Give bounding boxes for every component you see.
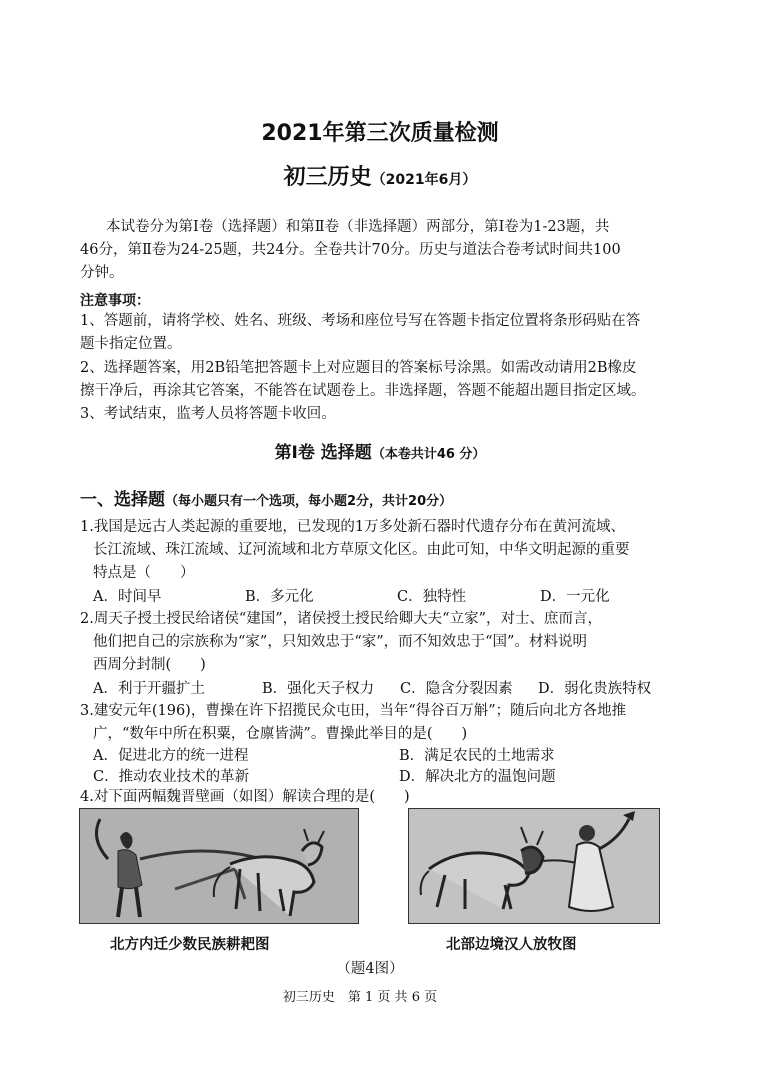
caption-left: 北方内迁少数民族耕耙图 — [110, 937, 270, 953]
intro-line-2: 46分，第Ⅱ卷为24-25题，共24分。全卷共计70分。历史与道法合卷考试时间共100 — [80, 242, 621, 258]
caption-right: 北部边境汉人放牧图 — [446, 937, 577, 953]
exam-date: （2021年6月） — [371, 172, 477, 188]
exam-title: 2021年第三次质量检测 — [261, 121, 499, 146]
note-line: 1、答题前，请将学校、姓名、班级、考场和座位号写在答题卡指定位置将条形码贴在答 — [80, 313, 641, 329]
note-line: 题卡指定位置。 — [80, 336, 182, 352]
mural-left-image — [79, 808, 359, 924]
q3-option-b: B．满足农民的土地需求 — [399, 748, 555, 764]
q1-line: 特点是（ ） — [93, 565, 195, 581]
mural-right-image — [408, 808, 660, 924]
q1-option-a: A．时间早 — [93, 589, 162, 605]
q3-option-c: C．推动农业技术的革新 — [93, 769, 250, 785]
q1-line: 长江流域、珠江流域、辽河流域和北方草原文化区。由此可知，中华文明起源的重要 — [93, 542, 630, 558]
intro-line-3: 分钟。 — [80, 265, 124, 281]
part1-title: 第Ⅰ卷 选择题 — [274, 443, 372, 463]
q3-option-a: A．促进北方的统一进程 — [93, 748, 249, 764]
q1-line: 1.我国是远古人类起源的重要地，已发现的1万多处新石器时代遗存分布在黄河流域、 — [80, 519, 626, 535]
q1-option-d: D．一元化 — [540, 589, 610, 605]
ploughing-mural-drawing — [80, 809, 358, 923]
q2-line: 2.周天子授土授民给诸侯“建国”，诸侯授土授民给卿大夫“立家”，对士、庶而言， — [80, 611, 602, 627]
section1-note: （每小题只有一个选项，每小题2分，共计20分） — [165, 494, 453, 509]
part1-heading — [0, 438, 760, 463]
q2-option-b: B．强化天子权力 — [262, 681, 375, 697]
q2-line: 西周分封制( ) — [93, 657, 206, 673]
page-footer: 初三历史 第 1 页 共 6 页 — [282, 990, 438, 1005]
note-line: 3、考试结束，监考人员将答题卡收回。 — [80, 406, 336, 422]
q2-option-a: A．利于开疆扩土 — [93, 681, 205, 697]
section1-title: 一、选择题 — [80, 490, 165, 510]
q4-line: 4.对下面两幅魏晋壁画（如图）解读合理的是( ) — [80, 789, 410, 805]
q3-line: 广，“数年中所在积粟，仓廪皆满”。曹操此举目的是( ) — [93, 726, 468, 742]
part1-note: （本卷共计46 分） — [371, 447, 486, 462]
q3-line: 3.建安元年(196)，曹操在许下招揽民众屯田，当年“得谷百万斛”；随后向北方各地推 — [80, 703, 627, 719]
figure-label: （题4图） — [336, 961, 404, 977]
subject-title: 初三历史 — [283, 165, 372, 190]
q3-option-d: D．解决北方的温饱问题 — [399, 769, 556, 785]
q1-option-c: C．独特性 — [397, 589, 467, 605]
q2-option-d: D．弱化贵族特权 — [538, 681, 652, 697]
q2-line: 他们把自己的宗族称为“家”，只知效忠于“家”，而不知效忠于“国”。材料说明 — [93, 634, 587, 650]
herding-mural-drawing — [409, 809, 659, 923]
note-line: 2、选择题答案，用2B铅笔把答题卡上对应题目的答案标号涂黑。如需改动请用2B橡皮 — [80, 360, 637, 376]
q2-option-c: C．隐含分裂因素 — [400, 681, 513, 697]
q1-option-b: B．多元化 — [245, 589, 314, 605]
note-line: 擦干净后，再涂其它答案，不能答在试题卷上。非选择题，答题不能超出题目指定区域。 — [80, 383, 646, 399]
intro-line-1: 本试卷分为第Ⅰ卷（选择题）和第Ⅱ卷（非选择题）两部分，第Ⅰ卷为1-23题，共 — [106, 219, 610, 235]
notes-heading: 注意事项： — [80, 293, 150, 309]
section1-heading — [80, 485, 452, 510]
exam-subtitle — [0, 160, 760, 191]
